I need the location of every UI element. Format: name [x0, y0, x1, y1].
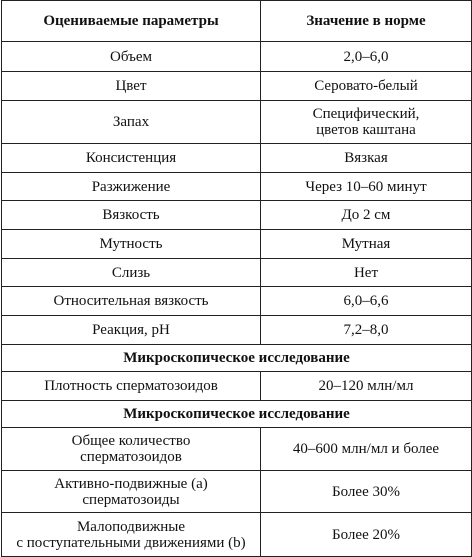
parameter-cell: Малоподвижные с поступательными движениями (b): [2, 513, 261, 557]
parameter-cell: Слизь: [2, 259, 261, 287]
value-cell: До 2 см: [261, 201, 472, 230]
table-row: [2, 101, 472, 144]
parameter-cell: Активно-подвижные (a) сперматозоиды: [2, 471, 261, 513]
value-cell: Специфический, цветов каштана: [261, 101, 472, 144]
value-cell: 40–600 млн/мл и более: [261, 428, 472, 471]
table-row: [2, 201, 472, 230]
parameter-cell: Вязкость: [2, 201, 261, 230]
parameter-cell: Реакция, pH: [2, 316, 261, 345]
parameter-cell: Консистенция: [2, 144, 261, 173]
value-cell: Мутная: [261, 230, 472, 259]
table-row: [2, 42, 472, 72]
table-row: [2, 471, 472, 513]
value-cell: Вязкая: [261, 144, 472, 173]
parameter-cell: Разжижение: [2, 173, 261, 201]
parameter-cell: Запах: [2, 101, 261, 144]
table-row: [2, 372, 472, 401]
value-cell: 20–120 млн/мл: [261, 372, 472, 401]
parameter-cell: Общее количество сперматозоидов: [2, 428, 261, 471]
parameter-cell: Мутность: [2, 230, 261, 259]
value-cell: 6,0–6,6: [261, 287, 472, 316]
parameter-cell: Относительная вязкость: [2, 287, 261, 316]
value-cell: Более 30%: [261, 471, 472, 513]
table-row: [2, 72, 472, 101]
table-row: [2, 173, 472, 201]
section-row: [2, 401, 472, 428]
value-cell: Нет: [261, 259, 472, 287]
parameter-cell: Плотность сперматозоидов: [2, 372, 261, 401]
table-row: [2, 259, 472, 287]
value-cell: 7,2–8,0: [261, 316, 472, 345]
value-cell: Через 10–60 минут: [261, 173, 472, 201]
table-row: [2, 287, 472, 316]
parameter-cell: Объем: [2, 42, 261, 72]
section-title: Микроскопическое исследование: [2, 345, 472, 372]
header-normal-value: Значение в норме: [261, 1, 472, 42]
table-row: [2, 144, 472, 173]
norms-table: [1, 0, 472, 557]
table-row: [2, 428, 472, 471]
parameter-cell: Цвет: [2, 72, 261, 101]
section-row: [2, 345, 472, 372]
value-cell: 2,0–6,0: [261, 42, 472, 72]
section-title: Микроскопическое исследование: [2, 401, 472, 428]
table-row: [2, 513, 472, 557]
table-row: [2, 230, 472, 259]
value-cell: Более 20%: [261, 513, 472, 557]
value-cell: Серовато-белый: [261, 72, 472, 101]
table-row: [2, 316, 472, 345]
header-parameter: Оцениваемые параметры: [2, 1, 261, 42]
table-header-row: [2, 1, 472, 42]
